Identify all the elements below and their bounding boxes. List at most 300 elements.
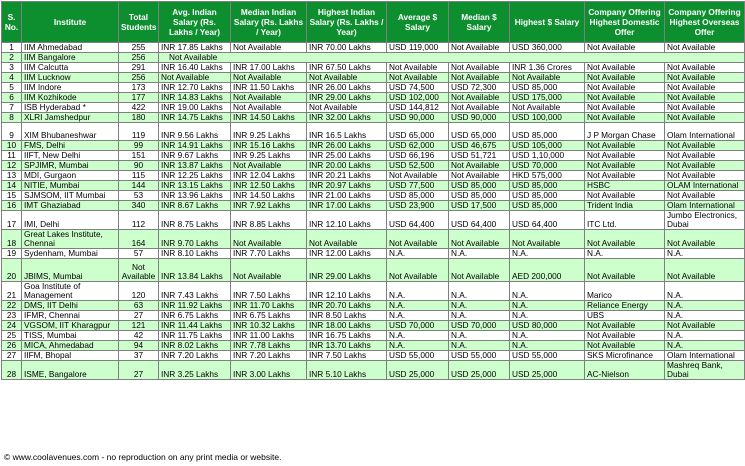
cell-institute: ISB Hyderabad * (22, 103, 119, 113)
cell-total-students: Not Available (119, 259, 159, 282)
cell-sno: 26 (2, 341, 22, 351)
table-row (2, 361, 745, 380)
cell-highest-indian-salary: INR 12.10 Lakhs (307, 282, 387, 301)
table-row (2, 301, 745, 311)
cell-median-indian-salary: INR 11.00 Lakhs (231, 331, 307, 341)
cell-institute: FMS, Delhi (22, 141, 119, 151)
cell-median-usd-salary: USD 85,000 (449, 181, 510, 191)
cell-total-students: 422 (119, 103, 159, 113)
cell-total-students: 90 (119, 161, 159, 171)
cell-average-usd-salary: Not Available (387, 73, 449, 83)
cell-highest-usd-salary: USD 55,000 (510, 351, 585, 361)
cell-avg-indian-salary: Not Available (159, 73, 231, 83)
cell-institute: DMS, IIT Delhi (22, 301, 119, 311)
cell-median-indian-salary: INR 10.32 Lakhs (231, 321, 307, 331)
cell-median-usd-salary: Not Available (449, 161, 510, 171)
cell-institute: IIM Lucknow (22, 73, 119, 83)
cell-institute: IIFM, Bhopal (22, 351, 119, 361)
cell-institute: VGSOM, IIT Kharagpur (22, 321, 119, 331)
cell-highest-usd-salary: INR 1.36 Crores (510, 63, 585, 73)
cell-avg-indian-salary: INR 3.25 Lakhs (159, 361, 231, 380)
cell-highest-indian-salary: Not Available (307, 103, 387, 113)
cell-highest-usd-salary: HKD 575,000 (510, 171, 585, 181)
cell-overseas-offer-company: Not Available (665, 43, 745, 53)
cell-highest-indian-salary: INR 5.10 Lakhs (307, 361, 387, 380)
cell-domestic-offer-company: Not Available (585, 43, 665, 53)
cell-avg-indian-salary: INR 9.70 Lakhs (159, 230, 231, 249)
cell-sno: 22 (2, 301, 22, 311)
cell-total-students: 177 (119, 93, 159, 103)
cell-median-indian-salary: Not Available (231, 73, 307, 83)
cell-total-students: 42 (119, 331, 159, 341)
cell-institute: IIM Calcutta (22, 63, 119, 73)
cell-median-indian-salary: Not Available (231, 93, 307, 103)
cell-highest-indian-salary: INR 18.00 Lakhs (307, 321, 387, 331)
salary-table (1, 1, 745, 380)
cell-average-usd-salary: USD 102,000 (387, 93, 449, 103)
cell-highest-indian-salary: INR 32.00 Lakhs (307, 113, 387, 123)
cell-average-usd-salary: Not Available (387, 171, 449, 181)
cell-highest-usd-salary: USD 105,000 (510, 141, 585, 151)
cell-total-students: 120 (119, 282, 159, 301)
cell-total-students: 112 (119, 211, 159, 230)
cell-institute: TISS, Mumbai (22, 331, 119, 341)
header-median-indian-salary: Median Indian Salary (Rs. Lakhs / Year) (231, 2, 307, 43)
cell-total-students: 115 (119, 171, 159, 181)
cell-median-usd-salary: N.A. (449, 249, 510, 259)
table-row (2, 43, 745, 53)
cell-avg-indian-salary: INR 12.25 Lakhs (159, 171, 231, 181)
cell-average-usd-salary: USD 25,000 (387, 361, 449, 380)
cell-median-usd-salary: Not Available (449, 103, 510, 113)
cell-average-usd-salary: USD 74,500 (387, 83, 449, 93)
cell-domestic-offer-company: Marico (585, 282, 665, 301)
cell-highest-indian-salary: INR 26.00 Lakhs (307, 83, 387, 93)
cell-highest-usd-salary: AED 200,000 (510, 259, 585, 282)
cell-highest-usd-salary: Not Available (510, 103, 585, 113)
cell-institute: SPJIMR, Mumbai (22, 161, 119, 171)
cell-overseas-offer-company: Olam International (665, 201, 745, 211)
cell-median-usd-salary: USD 85,000 (449, 191, 510, 201)
table-row (2, 201, 745, 211)
cell-avg-indian-salary: INR 6.75 Lakhs (159, 311, 231, 321)
cell-median-usd-salary: USD 25,000 (449, 361, 510, 380)
cell-median-usd-salary: USD 55,000 (449, 351, 510, 361)
header-total-students: Total Students (119, 2, 159, 43)
cell-median-usd-salary: N.A. (449, 341, 510, 351)
cell-highest-usd-salary: USD 70,000 (510, 161, 585, 171)
cell-median-usd-salary: USD 70,000 (449, 321, 510, 331)
cell-average-usd-salary: USD 62,000 (387, 141, 449, 151)
table-row (2, 83, 745, 93)
cell-median-indian-salary: INR 12.04 Lakhs (231, 171, 307, 181)
cell-highest-indian-salary: INR 13.70 Lakhs (307, 341, 387, 351)
cell-median-usd-salary: USD 46,675 (449, 141, 510, 151)
cell-sno: 15 (2, 191, 22, 201)
cell-sno: 27 (2, 351, 22, 361)
cell-institute: MICA, Ahmedabad (22, 341, 119, 351)
cell-domestic-offer-company: Not Available (585, 93, 665, 103)
cell-median-usd-salary: N.A. (449, 301, 510, 311)
cell-overseas-offer-company: Not Available (665, 103, 745, 113)
cell-highest-indian-salary: INR 25.00 Lakhs (307, 151, 387, 161)
cell-median-indian-salary: INR 6.75 Lakhs (231, 311, 307, 321)
cell-overseas-offer-company: Not Available (665, 191, 745, 201)
cell-highest-indian-salary: INR 29.00 Lakhs (307, 259, 387, 282)
cell-average-usd-salary: N.A. (387, 341, 449, 351)
cell-highest-usd-salary: USD 360,000 (510, 43, 585, 53)
table-row (2, 230, 745, 249)
table-row (2, 151, 745, 161)
cell-overseas-offer-company: Not Available (665, 171, 745, 181)
cell-average-usd-salary: USD 65,000 (387, 123, 449, 141)
cell-domestic-offer-company: ITC Ltd. (585, 211, 665, 230)
cell-median-indian-salary: INR 12.50 Lakhs (231, 181, 307, 191)
cell-median-indian-salary: INR 17.00 Lakhs (231, 63, 307, 73)
cell-sno: 28 (2, 361, 22, 380)
cell-domestic-offer-company: Not Available (585, 259, 665, 282)
cell-avg-indian-salary: INR 13.15 Lakhs (159, 181, 231, 191)
cell-highest-indian-salary: INR 20.70 Lakhs (307, 301, 387, 311)
cell-average-usd-salary: Not Available (387, 259, 449, 282)
cell-sno: 16 (2, 201, 22, 211)
cell-institute: IIM Bangalore (22, 53, 119, 63)
cell-average-usd-salary: USD 66,196 (387, 151, 449, 161)
cell-domestic-offer-company: Reliance Energy (585, 301, 665, 311)
cell-sno: 25 (2, 331, 22, 341)
cell-overseas-offer-company: Not Available (665, 141, 745, 151)
cell-average-usd-salary: USD 55,000 (387, 351, 449, 361)
cell-total-students: 256 (119, 53, 159, 63)
cell-avg-indian-salary: INR 7.20 Lakhs (159, 351, 231, 361)
cell-domestic-offer-company: Not Available (585, 73, 665, 83)
cell-institute: JBIMS, Mumbai (22, 259, 119, 282)
cell-sno: 4 (2, 73, 22, 83)
cell-highest-usd-salary: N.A. (510, 282, 585, 301)
cell-average-usd-salary: USD 70,000 (387, 321, 449, 331)
table-row (2, 181, 745, 191)
cell-highest-usd-salary: Not Available (510, 73, 585, 83)
cell-highest-indian-salary: INR 16.5 Lakhs (307, 123, 387, 141)
cell-domestic-offer-company: N.A. (585, 249, 665, 259)
cell-median-indian-salary: INR 7.78 Lakhs (231, 341, 307, 351)
cell-highest-usd-salary: N.A. (510, 249, 585, 259)
cell-avg-indian-salary: INR 8.02 Lakhs (159, 341, 231, 351)
cell-avg-indian-salary: INR 8.10 Lakhs (159, 249, 231, 259)
cell-total-students: 63 (119, 301, 159, 311)
cell-sno: 14 (2, 181, 22, 191)
cell-total-students: 57 (119, 249, 159, 259)
cell-avg-indian-salary: INR 14.83 Lakhs (159, 93, 231, 103)
cell-overseas-offer-company: Jumbo Electronics, Dubai (665, 211, 745, 230)
cell-overseas-offer-company: N.A. (665, 249, 745, 259)
cell-domestic-offer-company: Not Available (585, 341, 665, 351)
cell-avg-indian-salary: INR 8.75 Lakhs (159, 211, 231, 230)
cell-domestic-offer-company: SKS Microfinance (585, 351, 665, 361)
table-row (2, 161, 745, 171)
cell-median-indian-salary: INR 7.92 Lakhs (231, 201, 307, 211)
table-row (2, 123, 745, 141)
cell-median-usd-salary: Not Available (449, 171, 510, 181)
table-row (2, 113, 745, 123)
header-sno: S. No. (2, 2, 22, 43)
cell-median-indian-salary: INR 7.70 Lakhs (231, 249, 307, 259)
cell-domestic-offer-company: Not Available (585, 113, 665, 123)
cell-sno: 21 (2, 282, 22, 301)
cell-avg-indian-salary: INR 13.87 Lakhs (159, 161, 231, 171)
cell-highest-usd-salary: USD 100,000 (510, 113, 585, 123)
cell-highest-usd-salary: USD 175,000 (510, 93, 585, 103)
cell-highest-indian-salary: INR 20.00 Lakhs (307, 161, 387, 171)
table-row (2, 321, 745, 331)
cell-average-usd-salary: USD 144,812 (387, 103, 449, 113)
cell-median-indian-salary: INR 11.50 Lakhs (231, 83, 307, 93)
cell-overseas-offer-company: Not Available (665, 93, 745, 103)
cell-median-usd-salary: Not Available (449, 43, 510, 53)
table-body (2, 43, 745, 380)
cell-highest-usd-salary: USD 80,000 (510, 321, 585, 331)
table-row (2, 211, 745, 230)
cell-median-indian-salary: INR 7.20 Lakhs (231, 351, 307, 361)
table-row (2, 351, 745, 361)
cell-average-usd-salary: N.A. (387, 331, 449, 341)
header-median-usd-salary: Median $ Salary (449, 2, 510, 43)
header-average-usd-salary: Average $ Salary (387, 2, 449, 43)
cell-highest-indian-salary: Not Available (307, 230, 387, 249)
cell-median-usd-salary: USD 64,400 (449, 211, 510, 230)
cell-institute: IFMR, Chennai (22, 311, 119, 321)
cell-avg-indian-salary: INR 14.91 Lakhs (159, 141, 231, 151)
cell-domestic-offer-company: Not Available (585, 161, 665, 171)
cell-overseas-offer-company: Not Available (665, 321, 745, 331)
cell-median-usd-salary: Not Available (449, 63, 510, 73)
cell-total-students: 119 (119, 123, 159, 141)
cell-average-usd-salary: USD 119,000 (387, 43, 449, 53)
cell-domestic-offer-company: Trident India (585, 201, 665, 211)
table-row (2, 53, 745, 63)
cell-total-students: 144 (119, 181, 159, 191)
cell-average-usd-salary: N.A. (387, 249, 449, 259)
table-row (2, 341, 745, 351)
cell-avg-indian-salary: INR 13.84 Lakhs (159, 259, 231, 282)
cell-sno: 1 (2, 43, 22, 53)
cell-institute: IIM Ahmedabad (22, 43, 119, 53)
table-row (2, 259, 745, 282)
cell-domestic-offer-company: Not Available (585, 321, 665, 331)
cell-median-indian-salary: INR 8.85 Lakhs (231, 211, 307, 230)
cell-institute: Goa Institute of Management (22, 282, 119, 301)
cell-sno: 3 (2, 63, 22, 73)
cell-highest-indian-salary: INR 26.00 Lakhs (307, 141, 387, 151)
cell-highest-usd-salary: USD 85,000 (510, 201, 585, 211)
cell-domestic-offer-company: Not Available (585, 331, 665, 341)
table-row (2, 191, 745, 201)
cell-median-indian-salary: INR 14.50 Lakhs (231, 191, 307, 201)
table-row (2, 93, 745, 103)
copyright-footer: © www.coolavenues.com - no reproduction on any print media or website. (4, 452, 282, 462)
cell-highest-usd-salary: Not Available (510, 230, 585, 249)
cell-overseas-offer-company: Not Available (665, 73, 745, 83)
cell-highest-indian-salary: INR 70.00 Lakhs (307, 43, 387, 53)
cell-average-usd-salary: USD 90,000 (387, 113, 449, 123)
table-row (2, 103, 745, 113)
cell-average-usd-salary: USD 64,400 (387, 211, 449, 230)
cell-total-students: 37 (119, 351, 159, 361)
cell-highest-usd-salary: USD 85,000 (510, 181, 585, 191)
table-row (2, 171, 745, 181)
cell-overseas-offer-company: Not Available (665, 259, 745, 282)
cell-sno: 12 (2, 161, 22, 171)
cell-total-students: 256 (119, 73, 159, 83)
cell-median-indian-salary: INR 7.50 Lakhs (231, 282, 307, 301)
header-institute: Institute (22, 2, 119, 43)
cell-highest-indian-salary: INR 20.21 Lakhs (307, 171, 387, 181)
cell-median-indian-salary: INR 11.70 Lakhs (231, 301, 307, 311)
cell-median-indian-salary: INR 3.00 Lakhs (231, 361, 307, 380)
cell-domestic-offer-company: Not Available (585, 141, 665, 151)
cell-median-usd-salary: Not Available (449, 73, 510, 83)
table-row (2, 63, 745, 73)
cell-highest-indian-salary: INR 67.50 Lakhs (307, 63, 387, 73)
cell-highest-usd-salary: N.A. (510, 311, 585, 321)
cell-avg-indian-salary: INR 11.75 Lakhs (159, 331, 231, 341)
cell-overseas-offer-company: Not Available (665, 161, 745, 171)
cell-average-usd-salary: N.A. (387, 301, 449, 311)
cell-overseas-offer-company: Not Available (665, 230, 745, 249)
cell-total-students: 164 (119, 230, 159, 249)
cell-overseas-offer-company: Not Available (665, 83, 745, 93)
cell-sno: 13 (2, 171, 22, 181)
cell-avg-indian-salary: INR 19.00 Lakhs (159, 103, 231, 113)
cell-average-usd-salary: Not Available (387, 230, 449, 249)
cell-domestic-offer-company: AC-Nielson (585, 361, 665, 380)
cell-highest-usd-salary: N.A. (510, 331, 585, 341)
cell-highest-indian-salary: INR 7.50 Lakhs (307, 351, 387, 361)
table-row (2, 73, 745, 83)
cell-median-usd-salary: USD 65,000 (449, 123, 510, 141)
header-highest-indian-salary: Highest Indian Salary (Rs. Lakhs / Year) (307, 2, 387, 43)
cell-avg-indian-salary: INR 12.70 Lakhs (159, 83, 231, 93)
cell-sno: 10 (2, 141, 22, 151)
cell-institute: IIFT, New Delhi (22, 151, 119, 161)
cell-avg-indian-salary: INR 9.56 Lakhs (159, 123, 231, 141)
cell-sno: 19 (2, 249, 22, 259)
cell-institute: Sydenham, Mumbai (22, 249, 119, 259)
cell-median-usd-salary: Not Available (449, 230, 510, 249)
cell-sno: 8 (2, 113, 22, 123)
cell-highest-indian-salary: INR 16.75 Lakhs (307, 331, 387, 341)
cell-sno: 11 (2, 151, 22, 161)
cell-median-indian-salary: Not Available (231, 161, 307, 171)
cell-average-usd-salary: USD 77,500 (387, 181, 449, 191)
cell-overseas-offer-company: Not Available (665, 113, 745, 123)
cell-sno: 17 (2, 211, 22, 230)
cell-average-usd-salary: USD 23,900 (387, 201, 449, 211)
cell-avg-indian-salary: INR 7.43 Lakhs (159, 282, 231, 301)
cell-domestic-offer-company: Not Available (585, 171, 665, 181)
cell-total-students: 180 (119, 113, 159, 123)
cell-highest-indian-salary: Not Available (307, 73, 387, 83)
cell-overseas-offer-company: OLAM International (665, 181, 745, 191)
cell-avg-indian-salary: INR 9.67 Lakhs (159, 151, 231, 161)
cell-highest-indian-salary: INR 29.00 Lakhs (307, 93, 387, 103)
cell-avg-indian-salary: INR 17.85 Lakhs (159, 43, 231, 53)
cell-highest-usd-salary: USD 25,000 (510, 361, 585, 380)
header-domestic-offer-company: Company Offering Highest Domestic Offer (585, 2, 665, 43)
cell-avg-indian-salary: INR 8.67 Lakhs (159, 201, 231, 211)
cell-median-indian-salary: INR 9.25 Lakhs (231, 151, 307, 161)
cell-median-usd-salary: N.A. (449, 331, 510, 341)
cell-median-usd-salary: USD 17,500 (449, 201, 510, 211)
cell-total-students: 151 (119, 151, 159, 161)
cell-domestic-offer-company: UBS (585, 311, 665, 321)
cell-overseas-offer-company: Not Available (665, 63, 745, 73)
cell-median-usd-salary: USD 90,000 (449, 113, 510, 123)
cell-highest-usd-salary: USD 64,400 (510, 211, 585, 230)
cell-median-usd-salary: N.A. (449, 311, 510, 321)
cell-highest-indian-salary: INR 20.97 Lakhs (307, 181, 387, 191)
cell-highest-usd-salary: N.A. (510, 301, 585, 311)
cell-median-indian-salary: Not Available (231, 43, 307, 53)
header-avg-indian-salary: Avg. Indian Salary (Rs. Lakhs / Year) (159, 2, 231, 43)
table-row (2, 331, 745, 341)
cell-median-indian-salary: Not Available (231, 230, 307, 249)
cell-institute: ISME, Bangalore (22, 361, 119, 380)
cell-total-students: 53 (119, 191, 159, 201)
cell-institute: IMI, Delhi (22, 211, 119, 230)
table-row (2, 249, 745, 259)
cell-sno: 2 (2, 53, 22, 63)
cell-institute: IIM Indore (22, 83, 119, 93)
cell-avg-indian-salary: INR 16.40 Lakhs (159, 63, 231, 73)
cell-median-indian-salary: Not Available (231, 103, 307, 113)
cell-domestic-offer-company: Not Available (585, 191, 665, 201)
cell-overseas-offer-company: Not Available (665, 151, 745, 161)
cell-institute: MDI, Gurgaon (22, 171, 119, 181)
cell-sno: 9 (2, 123, 22, 141)
cell-highest-usd-salary: USD 85,000 (510, 83, 585, 93)
cell-median-indian-salary: INR 9.25 Lakhs (231, 123, 307, 141)
cell-domestic-offer-company: Not Available (585, 63, 665, 73)
cell-highest-usd-salary: USD 1,10,000 (510, 151, 585, 161)
cell-domestic-offer-company: HSBC (585, 181, 665, 191)
cell-median-indian-salary: INR 15.16 Lakhs (231, 141, 307, 151)
cell-avg-indian-salary: INR 11.44 Lakhs (159, 321, 231, 331)
cell-total-students: 255 (119, 43, 159, 53)
cell-highest-usd-salary: USD 85,000 (510, 191, 585, 201)
cell-sno: 5 (2, 83, 22, 93)
cell-highest-usd-salary: N.A. (510, 341, 585, 351)
cell-domestic-offer-company: Not Available (585, 230, 665, 249)
cell-median-indian-salary: Not Available (231, 259, 307, 282)
cell-overseas-offer-company: Mashreq Bank, Dubai (665, 361, 745, 380)
cell-total-students: 173 (119, 83, 159, 93)
cell-highest-indian-salary: INR 12.10 Lakhs (307, 211, 387, 230)
cell-sno: 23 (2, 311, 22, 321)
cell-highest-indian-salary: INR 12.00 Lakhs (307, 249, 387, 259)
cell-average-usd-salary: N.A. (387, 282, 449, 301)
cell-avg-indian-salary: Not Available (159, 53, 745, 63)
cell-sno: 18 (2, 230, 22, 249)
cell-total-students: 94 (119, 341, 159, 351)
cell-average-usd-salary: USD 52,500 (387, 161, 449, 171)
cell-overseas-offer-company: N.A. (665, 341, 745, 351)
cell-institute: XLRI Jamshedpur (22, 113, 119, 123)
cell-total-students: 27 (119, 311, 159, 321)
header-highest-usd-salary: Highest $ Salary (510, 2, 585, 43)
cell-total-students: 27 (119, 361, 159, 380)
cell-median-usd-salary: USD 51,721 (449, 151, 510, 161)
